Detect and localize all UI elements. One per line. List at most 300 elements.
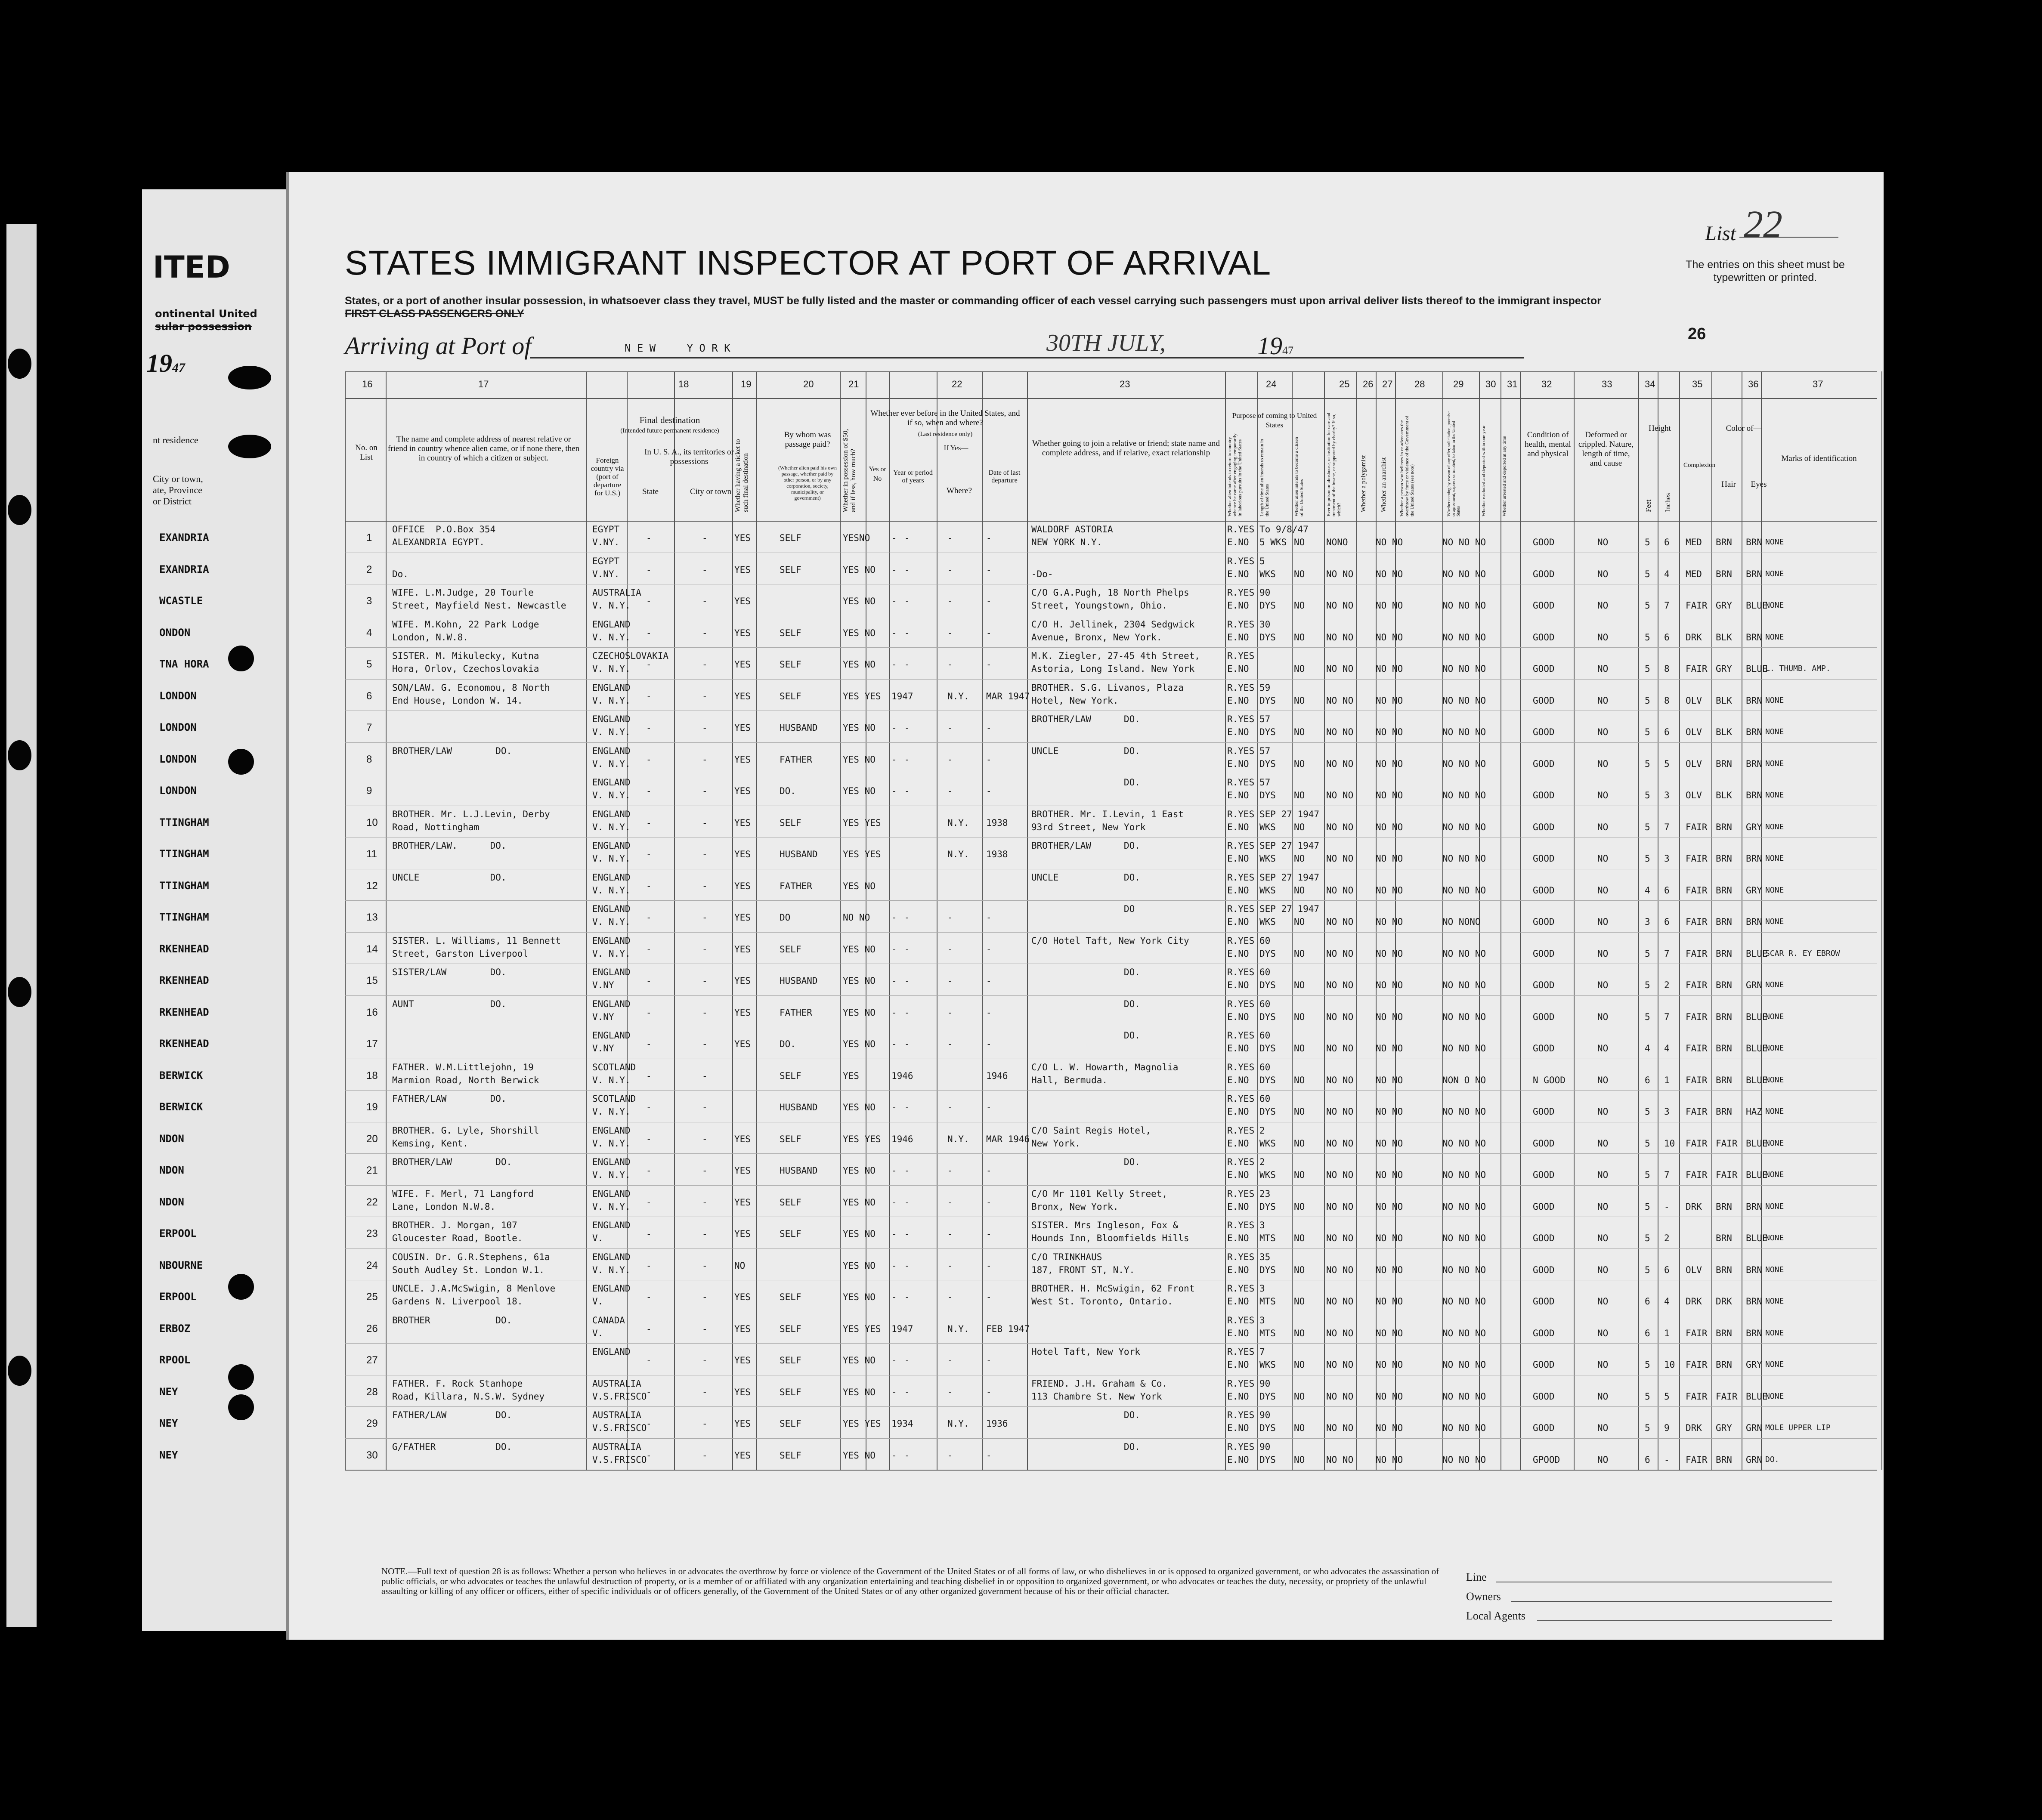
departure-date-value: - <box>986 564 992 575</box>
relative-address-line2: End House, London W. 14. <box>392 695 523 706</box>
identification-marks: NONE <box>1765 1360 1784 1369</box>
citizen-intent: NO <box>1294 822 1305 832</box>
no-on-list: 29 <box>366 1418 378 1429</box>
health-condition: GOOD <box>1533 1106 1555 1117</box>
length-stay-line1: 23 <box>1259 1188 1271 1199</box>
purpose-return: R.YES <box>1227 1030 1255 1041</box>
passage-paid-by: SELF <box>780 627 801 638</box>
departure-port: V. N.Y. <box>592 727 631 737</box>
departure-date-value: 1938 <box>986 849 1008 859</box>
joining-line2: Avenue, Bronx, New York. <box>1031 632 1162 643</box>
prev-residence-city: WCASTLE <box>159 595 203 607</box>
purpose-emigrant: E.NO <box>1227 758 1249 769</box>
departure-date-value: - <box>986 659 992 670</box>
destination-city: - <box>702 944 708 955</box>
hair-color: FAIR <box>1716 1391 1738 1402</box>
fifty-dollars-value: YES NO <box>843 1260 876 1271</box>
header-date-departure: Date of last departure <box>988 469 1021 484</box>
no-on-list: 26 <box>366 1323 378 1335</box>
departure-date-value: - <box>986 1387 992 1397</box>
header-purpose: Purpose of coming to United States <box>1232 411 1317 429</box>
prev-residence-city: TTINGHAM <box>159 848 209 860</box>
anarchist-value: NO NO <box>1376 885 1403 896</box>
punch-hole <box>228 646 254 671</box>
where-value: - <box>947 1450 953 1461</box>
foreign-country: ENGLAND <box>592 745 631 756</box>
destination-state: - <box>646 1292 652 1302</box>
eye-color: BRN <box>1746 758 1762 769</box>
prev-residence-city: BERWICK <box>159 1101 203 1113</box>
length-stay-line2: MTS <box>1259 1233 1276 1243</box>
ever-before-value: - <box>891 1102 897 1112</box>
header-yes-no: Yes or No <box>869 466 886 482</box>
relative-address-line1: BROTHER. Mr. L.J.Levin, Derby <box>392 809 550 819</box>
arrival-underline <box>530 357 1524 358</box>
identification-marks: NONE <box>1765 1107 1784 1116</box>
length-stay-line1: 3 <box>1259 1283 1265 1294</box>
relative-address-line2: Hora, Orlov, Czechoslovakia <box>392 664 539 674</box>
eye-color: BLUE <box>1746 1075 1768 1085</box>
labor-excluded-deported: NO NO NO <box>1442 600 1486 611</box>
foreign-country: SCOTLAND <box>592 1062 636 1072</box>
purpose-emigrant: E.NO <box>1227 948 1249 959</box>
length-stay-line2: DYS <box>1259 1264 1276 1275</box>
complexion-value: OLV <box>1686 695 1702 706</box>
foreign-country: EGYPT <box>592 556 620 566</box>
foreign-country: ENGLAND <box>592 714 631 724</box>
destination-city: - <box>702 1450 708 1461</box>
ticket-value: YES <box>734 659 751 670</box>
height-inches: 7 <box>1664 822 1670 832</box>
prev-residence-city: TNA HORA <box>159 658 209 670</box>
eye-color: GRN <box>1746 1423 1762 1433</box>
joining-line2: West St. Toronto, Ontario. <box>1031 1296 1173 1307</box>
eye-color: BRN <box>1746 1201 1762 1212</box>
joining-line1: C/O Hotel Taft, New York City <box>1031 935 1189 946</box>
length-stay-line1: 57 <box>1259 745 1271 756</box>
anarchist-value: NO NO <box>1376 1391 1403 1402</box>
labor-excluded-deported: NO NO NO <box>1442 948 1486 959</box>
purpose-emigrant: E.NO <box>1227 1296 1249 1307</box>
ever-before-value: - <box>891 912 897 923</box>
health-condition: GOOD <box>1533 853 1555 864</box>
relative-address-line1: BROTHER DO. <box>392 1315 512 1326</box>
table-row <box>289 1217 1884 1248</box>
complexion-value: OLV <box>1686 1264 1702 1275</box>
column-number: 37 <box>1813 379 1823 389</box>
column-number: 33 <box>1602 379 1612 389</box>
prison-value: NONO <box>1326 537 1348 547</box>
header-prison: Ever in prison or almshouse, or institution for care and treatment of the insane, or supported by charity? If so, which? <box>1326 413 1342 516</box>
joining-line1: DO. <box>1031 1030 1140 1041</box>
height-inches: 6 <box>1664 885 1670 896</box>
prison-value: NO NO <box>1326 1075 1354 1085</box>
labor-excluded-deported: NO NO NO <box>1442 569 1486 579</box>
departure-port: V. N.Y. <box>592 790 631 800</box>
punch-hole <box>8 977 31 1007</box>
health-condition: GOOD <box>1533 1233 1555 1243</box>
no-on-list: 13 <box>366 912 378 923</box>
length-stay-line1: 90 <box>1259 587 1271 598</box>
eye-color: BRN <box>1746 1296 1762 1307</box>
ticket-value: YES <box>734 817 751 828</box>
foreign-country: ENGLAND <box>592 777 631 788</box>
purpose-emigrant: E.NO <box>1227 695 1249 706</box>
prev-residence-city: NEY <box>159 1385 178 1398</box>
destination-state: - <box>646 1229 652 1239</box>
passage-paid-by: HUSBAND <box>780 1165 818 1176</box>
no-on-list: 2 <box>366 563 372 575</box>
length-stay-line1: 57 <box>1259 777 1271 788</box>
departure-port: V. <box>592 1328 603 1338</box>
header-purpose-return: Whether alien intends to return to country whence he came after engaging temporarily in laborious pursuits in the United States <box>1227 433 1243 516</box>
anarchist-value: NO NO <box>1376 1296 1403 1307</box>
purpose-return: R.YES <box>1227 1283 1255 1294</box>
departure-port: V.NY. <box>592 569 620 579</box>
destination-city: - <box>702 596 708 606</box>
foreign-country: AUSTRALIA <box>592 1410 641 1420</box>
eye-color: BLUE <box>1746 600 1768 611</box>
labor-excluded-deported: NO NO NO <box>1442 1296 1486 1307</box>
prison-value: NO NO <box>1326 758 1354 769</box>
health-condition: GOOD <box>1533 758 1555 769</box>
height-feet: 5 <box>1645 569 1650 579</box>
length-stay-line2: DYS <box>1259 1423 1276 1433</box>
purpose-emigrant: E.NO <box>1227 632 1249 643</box>
eye-color: BRN <box>1746 727 1762 737</box>
destination-state: - <box>646 786 652 796</box>
passage-paid-by: SELF <box>780 1355 801 1366</box>
destination-state: - <box>646 1260 652 1271</box>
prison-value: NO NO <box>1326 600 1354 611</box>
column-number: 23 <box>1120 379 1130 389</box>
citizen-intent: NO <box>1294 885 1305 896</box>
health-condition: GPOOD <box>1533 1454 1560 1465</box>
destination-city: - <box>702 533 708 543</box>
purpose-emigrant: E.NO <box>1227 1328 1249 1338</box>
ticket-value: YES <box>734 723 751 733</box>
port-name: N E W Y O R K <box>625 342 730 354</box>
fifty-dollars-value: YES NO <box>843 596 876 606</box>
length-stay-line1: 90 <box>1259 1410 1271 1420</box>
departure-port: V. N.Y. <box>592 853 631 864</box>
prison-value: NO NO <box>1326 695 1354 706</box>
header-deformed: Deformed or crippled. Nature, length of time, and cause <box>1578 430 1634 468</box>
column-number: 16 <box>362 379 373 389</box>
eye-color: BLUE <box>1746 1138 1768 1149</box>
year-period-value: - <box>904 1165 910 1176</box>
hair-color: BRN <box>1716 853 1732 864</box>
prev-residence-city: TTINGHAM <box>159 911 209 923</box>
fifty-dollars-value: YES NO <box>843 1197 876 1208</box>
purpose-return: R.YES <box>1227 619 1255 630</box>
passage-paid-by: SELF <box>780 1229 801 1239</box>
foreign-country: ENGLAND <box>592 1125 631 1136</box>
header-where: Where? <box>946 486 972 495</box>
height-inches: 7 <box>1664 1011 1670 1022</box>
length-stay-line1: 60 <box>1259 935 1271 946</box>
complexion-value: FAIR <box>1686 917 1708 927</box>
destination-state: - <box>646 912 652 923</box>
relative-address-line1: OFFICE P.O.Box 354 <box>392 524 496 535</box>
anarchist-value: NO NO <box>1376 1170 1403 1180</box>
height-inches: 7 <box>1664 948 1670 959</box>
foreign-country: AUSTRALIA <box>592 1378 641 1389</box>
fifty-dollars-value: YES NO <box>843 627 876 638</box>
height-feet: 5 <box>1645 632 1650 643</box>
column-number: 36 <box>1748 379 1759 389</box>
header-labor-offer: Whether coming by reason of any offer, solicitation, promise or agreement, express or implied, to labor in the United States <box>1447 411 1461 516</box>
citizen-intent: NO <box>1294 1360 1305 1370</box>
relative-address-line2: London, N.W.8. <box>392 632 469 643</box>
deformed-value: NO <box>1597 1391 1609 1402</box>
ticket-value: YES <box>734 533 751 543</box>
where-value: - <box>947 1292 953 1302</box>
destination-city: - <box>702 849 708 859</box>
labor-excluded-deported: NO NO NO <box>1442 1391 1486 1402</box>
prev-residence-city: NDON <box>159 1132 184 1145</box>
passage-paid-by: FATHER <box>780 1007 812 1018</box>
departure-date-value: - <box>986 1039 992 1049</box>
labor-excluded-deported: NO NO NO <box>1442 727 1486 737</box>
column-number: 18 <box>678 379 689 389</box>
header-passage-paid-note: (Whether alien paid his own passage, whether paid by other person, or by any corporation, society, municipality, or government) <box>778 465 837 501</box>
header-anarchist: Whether an anarchist <box>1380 457 1387 512</box>
joining-line1: DO. <box>1031 1441 1140 1452</box>
table-row <box>289 964 1884 995</box>
height-inches: 10 <box>1664 1360 1675 1370</box>
hair-color: BRN <box>1716 758 1732 769</box>
labor-excluded-deported: NO NO NO <box>1442 1454 1486 1465</box>
complexion-value: DRK <box>1686 1201 1702 1212</box>
where-value: - <box>947 1039 953 1049</box>
prison-value: NO NO <box>1326 885 1354 896</box>
no-on-list: 24 <box>366 1259 378 1271</box>
header-health: Condition of health, mental and physical <box>1525 430 1571 458</box>
identification-marks: NONE <box>1765 601 1784 610</box>
departure-port: V. N.Y. <box>592 632 631 643</box>
height-feet: 5 <box>1645 790 1650 800</box>
ever-before-value: - <box>891 1292 897 1302</box>
where-value: - <box>947 944 953 955</box>
no-on-list: 14 <box>366 943 378 955</box>
complexion-value: FAIR <box>1686 1454 1708 1465</box>
identification-marks: NONE <box>1765 1328 1784 1338</box>
prev-year: 1947 <box>146 349 185 377</box>
foreign-country: AUSTRALIA <box>592 587 641 598</box>
header-purpose-citizen: Whether alien intends to become a citizen of the United States <box>1294 437 1304 516</box>
where-value: - <box>947 754 953 765</box>
departure-date-value: - <box>986 976 992 986</box>
fifty-dollars-value: YES YES <box>843 1134 881 1144</box>
identification-marks: SCAR R. EY EBROW <box>1765 949 1840 958</box>
identification-marks: NONE <box>1765 1233 1784 1242</box>
where-value: - <box>947 533 953 543</box>
purpose-emigrant: E.NO <box>1227 917 1249 927</box>
destination-city: - <box>702 817 708 828</box>
deformed-value: NO <box>1597 1011 1609 1022</box>
joining-line1: C/O H. Jellinek, 2304 Sedgwick <box>1031 619 1195 630</box>
health-condition: GOOD <box>1533 1328 1555 1338</box>
passage-paid-by: SELF <box>780 659 801 670</box>
passage-paid-by: HUSBAND <box>780 849 818 859</box>
prev-subheading: sular possession <box>155 321 252 333</box>
height-inches: 4 <box>1664 1043 1670 1054</box>
departure-port: V. N.Y. <box>592 758 631 769</box>
deformed-value: NO <box>1597 537 1609 547</box>
complexion-value: OLV <box>1686 790 1702 800</box>
purpose-return: R.YES <box>1227 556 1255 566</box>
foreign-country: ENGLAND <box>592 935 631 946</box>
relative-address-line2: Do. <box>392 569 408 579</box>
purpose-return: R.YES <box>1227 1125 1255 1136</box>
foreign-country: ENGLAND <box>592 1030 631 1041</box>
health-condition: GOOD <box>1533 1296 1555 1307</box>
line-label: Line <box>1466 1571 1487 1583</box>
complexion-value: DRK <box>1686 632 1702 643</box>
passage-paid-by: SELF <box>780 944 801 955</box>
departure-date-value: FEB 1947 <box>986 1323 1030 1334</box>
no-on-list: 16 <box>366 1006 378 1018</box>
hair-color: BLK <box>1716 695 1732 706</box>
purpose-emigrant: E.NO <box>1227 1454 1249 1465</box>
hair-color: BRN <box>1716 1360 1732 1370</box>
list-underline <box>1739 237 1838 238</box>
citizen-intent: NO <box>1294 1138 1305 1149</box>
joining-line2: Hotel, New York. <box>1031 695 1119 706</box>
relative-address-line1: FATHER/LAW DO. <box>392 1410 512 1420</box>
length-stay-line2: WKS <box>1259 1360 1276 1370</box>
passage-paid-by: HUSBAND <box>780 1102 818 1112</box>
length-stay-line1: 2 <box>1259 1125 1265 1136</box>
prison-value: NO NO <box>1326 569 1354 579</box>
no-on-list: 10 <box>366 816 378 828</box>
prison-value: NO NO <box>1326 1360 1354 1370</box>
fifty-dollars-value: YES NO <box>843 723 876 733</box>
complexion-value: MED <box>1686 569 1702 579</box>
complexion-value: FAIR <box>1686 1043 1708 1054</box>
ticket-value: YES <box>734 754 751 765</box>
deformed-value: NO <box>1597 664 1609 674</box>
eye-color: BLUE <box>1746 1233 1768 1243</box>
eye-color: GRY <box>1746 822 1762 832</box>
health-condition: GOOD <box>1533 1138 1555 1149</box>
joining-line1: DO. <box>1031 1157 1140 1167</box>
citizen-intent: NO <box>1294 948 1305 959</box>
destination-state: - <box>646 723 652 733</box>
hair-color: DRK <box>1716 1296 1732 1307</box>
foreign-country: ENGLAND <box>592 619 631 630</box>
list-number: 22 <box>1744 203 1782 246</box>
identification-marks: NONE <box>1765 727 1784 736</box>
prison-value: NO NO <box>1326 853 1354 864</box>
foreign-country: CANADA <box>592 1315 625 1326</box>
destination-city: - <box>702 1323 708 1334</box>
height-inches: 4 <box>1664 1296 1670 1307</box>
joining-line2: Bronx, New York. <box>1031 1201 1119 1212</box>
ever-before-value: - <box>891 627 897 638</box>
fifty-dollars-value: NO NO <box>843 912 870 923</box>
eye-color: BRN <box>1746 1328 1762 1338</box>
where-value: - <box>947 1355 953 1366</box>
eye-color: BRN <box>1746 537 1762 547</box>
ticket-value: YES <box>734 786 751 796</box>
height-feet: 5 <box>1645 1106 1650 1117</box>
departure-port: V. N.Y. <box>592 1106 631 1117</box>
foreign-country: CZECHOSLOVAKIA <box>592 651 669 661</box>
height-feet: 5 <box>1645 980 1650 990</box>
height-feet: 5 <box>1645 758 1650 769</box>
prison-value: NO NO <box>1326 727 1354 737</box>
height-feet: 5 <box>1645 1423 1650 1433</box>
citizen-intent: NO <box>1294 1391 1305 1402</box>
hair-color: BRN <box>1716 1454 1732 1465</box>
departure-date-value: - <box>986 533 992 543</box>
length-stay-line2: DYS <box>1259 727 1276 737</box>
punch-hole <box>228 1394 254 1420</box>
height-inches: 2 <box>1664 1233 1670 1243</box>
header-inches: Inches <box>1664 493 1672 512</box>
height-inches: - <box>1664 1454 1670 1465</box>
relative-address-line2: South Audley St. London W.1. <box>392 1264 545 1275</box>
header-polygamist: Whether a polygamist <box>1360 455 1367 512</box>
prison-value: NO NO <box>1326 1423 1354 1433</box>
length-stay-line1: 60 <box>1259 998 1271 1009</box>
departure-port: V. N.Y. <box>592 1075 631 1085</box>
length-stay-line2: MTS <box>1259 1328 1276 1338</box>
length-stay-line1: SEP 27 1947 <box>1259 872 1320 883</box>
year-period-value: - <box>904 723 910 733</box>
eye-color: BLUE <box>1746 1170 1768 1180</box>
complexion-value: MED <box>1686 537 1702 547</box>
header-if-yes: If Yes— <box>944 444 968 452</box>
destination-state: - <box>646 976 652 986</box>
height-feet: 5 <box>1645 695 1650 706</box>
prev-residence-city: ERBOZ <box>159 1322 191 1335</box>
destination-state: - <box>646 754 652 765</box>
film-strip <box>6 224 37 1627</box>
anarchist-value: NO NO <box>1376 1264 1403 1275</box>
identification-marks: NONE <box>1765 980 1784 989</box>
height-inches: 9 <box>1664 1423 1670 1433</box>
fifty-dollars-value: YES NO <box>843 976 876 986</box>
purpose-emigrant: E.NO <box>1227 1106 1249 1117</box>
citizen-intent: NO <box>1294 1423 1305 1433</box>
joining-line2: 113 Chambre St. New York <box>1031 1391 1162 1402</box>
prev-column-header: nt residence <box>153 435 198 445</box>
departure-date-value: - <box>986 1260 992 1271</box>
prev-residence-city: EXANDRIA <box>159 531 209 544</box>
citizen-intent: NO <box>1294 1201 1305 1212</box>
hair-color: FAIR <box>1716 1138 1738 1149</box>
complexion-value: FAIR <box>1686 1170 1708 1180</box>
arrival-date: 30TH JULY, <box>1046 330 1166 356</box>
length-stay-line2: DYS <box>1259 1391 1276 1402</box>
purpose-return: R.YES <box>1227 1410 1255 1420</box>
identification-marks: NONE <box>1765 1265 1784 1274</box>
passage-paid-by: SELF <box>780 1134 801 1144</box>
prison-value: NO NO <box>1326 1328 1354 1338</box>
where-value: N.Y. <box>947 691 969 701</box>
deformed-value: NO <box>1597 1423 1609 1433</box>
table-row <box>289 806 1884 837</box>
anarchist-value: NO NO <box>1376 727 1403 737</box>
destination-state: - <box>646 881 652 891</box>
passage-paid-by: HUSBAND <box>780 723 818 733</box>
document-title: STATES IMMIGRANT INSPECTOR AT PORT OF ARRIVAL <box>345 244 1272 282</box>
prison-value: NO NO <box>1326 1233 1354 1243</box>
anarchist-value: NO NO <box>1376 695 1403 706</box>
